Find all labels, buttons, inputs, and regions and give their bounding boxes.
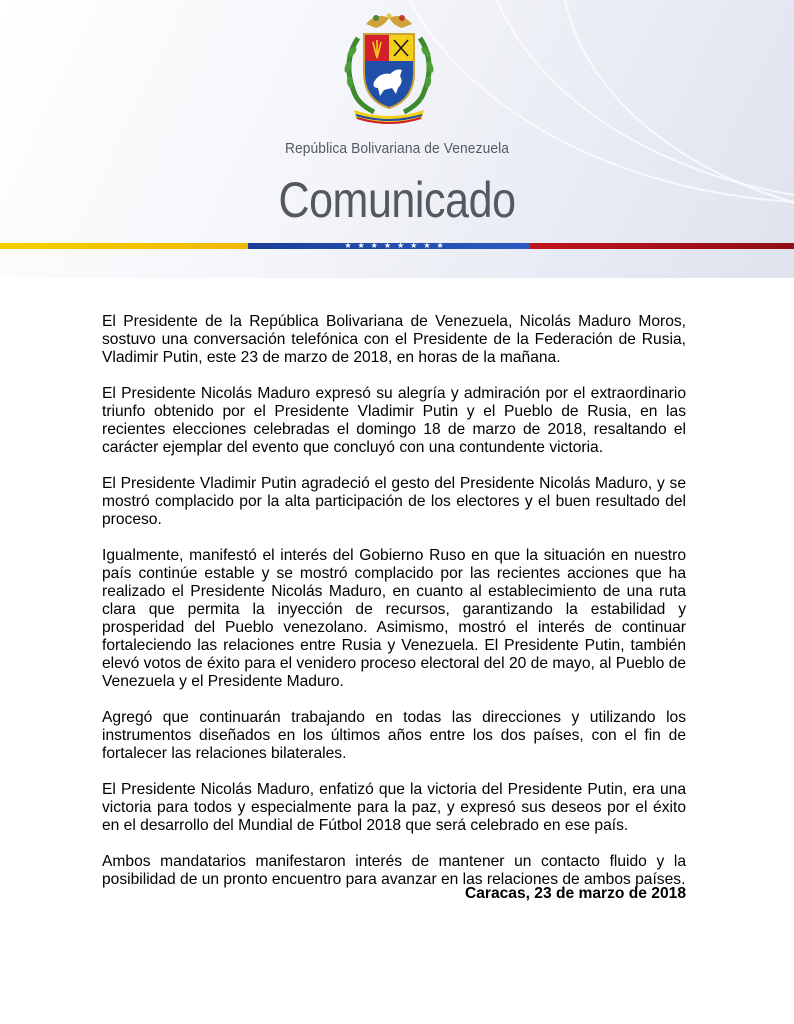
letterhead <box>0 0 794 278</box>
paragraph: El Presidente Vladimir Putin agradeció el gesto del Presidente Nicolás Maduro, y se mostró complacido por la alta participación de los electores y el buen resultado del proceso. <box>102 475 686 528</box>
paragraph: Ambos mandatarios manifestaron interés de mantener un contacto fluido y la posibilidad de un pronto encuentro para avanzar en las relaciones de ambos países. <box>102 853 686 888</box>
flag-stars: ★★★★★★★★ <box>344 241 450 250</box>
place-date-signoff: Caracas, 23 de marzo de 2018 <box>464 885 686 902</box>
coat-of-arms-seal <box>336 12 442 126</box>
page-title: Comunicado <box>278 172 516 228</box>
republic-name: República Bolivariana de Venezuela <box>284 140 510 157</box>
paragraph: El Presidente Nicolás Maduro, enfatizó que la victoria del Presidente Putin, era una victoria para todos y especialmente para la paz, y expresó sus deseos por el éxito en el desarrollo del Mundial de Fútbol 2018 que será celebrado en ese país. <box>102 781 686 834</box>
paragraph: El Presidente Nicolás Maduro expresó su alegría y admiración por el extraordinario triunfo obtenido por el Presidente Vladimir Putin y el Pueblo de Rusia, en las recientes elecciones celebradas el domingo 18 de marzo de 2018, resaltando el carácter ejemplar del evento que concluyó con una contundente victoria. <box>102 385 686 456</box>
paragraph: Agregó que continuarán trabajando en todas las direcciones y utilizando los instrumentos diseñados en los últimos años entre los dos países, con el fin de fortalecer las relaciones bilaterales. <box>102 709 686 762</box>
paragraph: El Presidente de la República Bolivariana de Venezuela, Nicolás Maduro Moros, sostuvo una conversación telefónica con el Presidente de la Federación de Rusia, Vladimir Putin, este 23 de marzo de 2018, en horas de la mañana. <box>102 313 686 366</box>
paragraph: Igualmente, manifestó el interés del Gobierno Ruso en que la situación en nuestro país continúe estable y se mostró complacido por las recientes acciones que ha realizado el Presidente Nicolás Maduro, en cuanto al establecimiento de una ruta clara que permita la inyección de recursos, garantizando la estabilidad y prosperidad del Pueblo venezolano. Asimismo, mostró el interés de continuar fortaleciendo las relaciones entre Rusia y Venezuela. El Presidente Putin, también elevó votos de éxito para el venidero proceso electoral del 20 de mayo, al Pueblo de Venezuela y el Presidente Maduro. <box>102 547 686 690</box>
communique-body <box>102 313 686 903</box>
